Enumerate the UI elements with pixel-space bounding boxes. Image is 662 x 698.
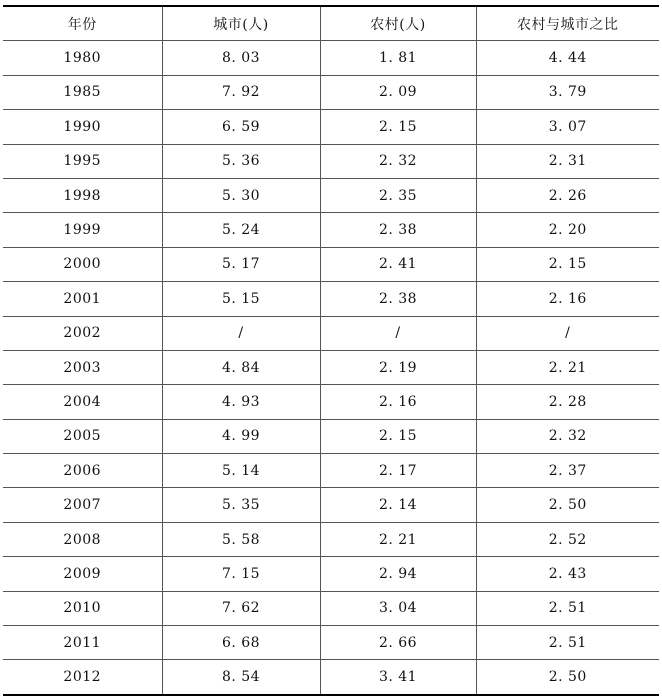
- cell-year: 1985: [3, 75, 162, 109]
- cell-rural: 2. 35: [320, 178, 476, 212]
- cell-year: 2002: [3, 316, 162, 350]
- cell-ratio: 2. 50: [476, 488, 659, 522]
- cell-city: 5. 30: [162, 178, 320, 212]
- cell-rural: 1. 81: [320, 41, 476, 75]
- cell-city: 4. 99: [162, 419, 320, 453]
- cell-city: 8. 03: [162, 41, 320, 75]
- table-header: [3, 6, 659, 41]
- cell-year: 2007: [3, 488, 162, 522]
- cell-rural: 2. 66: [320, 626, 476, 660]
- cell-city: 4. 84: [162, 350, 320, 384]
- cell-year: 2012: [3, 660, 162, 695]
- table-row: [3, 626, 659, 660]
- cell-city: 6. 68: [162, 626, 320, 660]
- table-row: [3, 316, 659, 350]
- cell-rural: 2. 16: [320, 385, 476, 419]
- cell-ratio: 2. 32: [476, 419, 659, 453]
- header-city: 城市(人): [162, 6, 320, 41]
- table-row: [3, 75, 659, 109]
- data-table: [3, 5, 659, 696]
- cell-year: 1995: [3, 144, 162, 178]
- cell-ratio: 2. 50: [476, 660, 659, 695]
- cell-city: 7. 15: [162, 557, 320, 591]
- cell-ratio: 2. 16: [476, 282, 659, 316]
- cell-city: 5. 17: [162, 247, 320, 281]
- cell-city: 7. 62: [162, 591, 320, 625]
- cell-year: 2009: [3, 557, 162, 591]
- table-row: [3, 144, 659, 178]
- table-row: [3, 454, 659, 488]
- table-row: [3, 660, 659, 695]
- cell-city: 4. 93: [162, 385, 320, 419]
- cell-ratio: 2. 37: [476, 454, 659, 488]
- table-row: [3, 488, 659, 522]
- table-row: [3, 178, 659, 212]
- cell-rural: 2. 15: [320, 419, 476, 453]
- cell-city: 5. 36: [162, 144, 320, 178]
- cell-ratio: 2. 43: [476, 557, 659, 591]
- cell-ratio: 2. 51: [476, 626, 659, 660]
- cell-ratio: 3. 79: [476, 75, 659, 109]
- cell-rural: 2. 14: [320, 488, 476, 522]
- cell-ratio: 2. 20: [476, 213, 659, 247]
- cell-rural: 2. 17: [320, 454, 476, 488]
- cell-city: 7. 92: [162, 75, 320, 109]
- cell-city: 8. 54: [162, 660, 320, 695]
- cell-city: 5. 58: [162, 522, 320, 556]
- header-ratio: 农村与城市之比: [476, 6, 659, 41]
- cell-ratio: 2. 52: [476, 522, 659, 556]
- cell-year: 2001: [3, 282, 162, 316]
- cell-year: 2011: [3, 626, 162, 660]
- cell-rural: 2. 21: [320, 522, 476, 556]
- table-body: [3, 41, 659, 695]
- cell-rural: 2. 38: [320, 213, 476, 247]
- table-row: [3, 213, 659, 247]
- cell-ratio: 2. 51: [476, 591, 659, 625]
- cell-rural: 3. 04: [320, 591, 476, 625]
- header-year: 年份: [3, 6, 162, 41]
- table-row: [3, 110, 659, 144]
- header-rural: 农村(人): [320, 6, 476, 41]
- table-row: [3, 247, 659, 281]
- cell-rural: 2. 19: [320, 350, 476, 384]
- table-row: [3, 591, 659, 625]
- cell-rural: 2. 94: [320, 557, 476, 591]
- cell-year: 1998: [3, 178, 162, 212]
- document-page: [0, 5, 662, 696]
- cell-city: 5. 14: [162, 454, 320, 488]
- table-row: [3, 385, 659, 419]
- cell-ratio: 2. 31: [476, 144, 659, 178]
- cell-year: 2010: [3, 591, 162, 625]
- cell-rural: 2. 41: [320, 247, 476, 281]
- header-row: [3, 6, 659, 41]
- cell-city: 5. 24: [162, 213, 320, 247]
- cell-rural: 2. 09: [320, 75, 476, 109]
- cell-year: 2003: [3, 350, 162, 384]
- cell-city: 5. 15: [162, 282, 320, 316]
- table-row: [3, 282, 659, 316]
- cell-ratio: 2. 15: [476, 247, 659, 281]
- cell-year: 2004: [3, 385, 162, 419]
- cell-ratio: 2. 26: [476, 178, 659, 212]
- cell-rural: 3. 41: [320, 660, 476, 695]
- cell-year: 2006: [3, 454, 162, 488]
- cell-city: 6. 59: [162, 110, 320, 144]
- cell-ratio: /: [476, 316, 659, 350]
- table-row: [3, 419, 659, 453]
- table-row: [3, 41, 659, 75]
- cell-ratio: 2. 21: [476, 350, 659, 384]
- cell-ratio: 3. 07: [476, 110, 659, 144]
- cell-ratio: 4. 44: [476, 41, 659, 75]
- cell-year: 2008: [3, 522, 162, 556]
- cell-rural: 2. 38: [320, 282, 476, 316]
- table-row: [3, 522, 659, 556]
- cell-ratio: 2. 28: [476, 385, 659, 419]
- table-row: [3, 350, 659, 384]
- cell-year: 2005: [3, 419, 162, 453]
- cell-year: 1990: [3, 110, 162, 144]
- cell-rural: /: [320, 316, 476, 350]
- cell-city: 5. 35: [162, 488, 320, 522]
- cell-rural: 2. 32: [320, 144, 476, 178]
- cell-year: 2000: [3, 247, 162, 281]
- cell-year: 1980: [3, 41, 162, 75]
- cell-rural: 2. 15: [320, 110, 476, 144]
- cell-year: 1999: [3, 213, 162, 247]
- table-row: [3, 557, 659, 591]
- cell-city: /: [162, 316, 320, 350]
